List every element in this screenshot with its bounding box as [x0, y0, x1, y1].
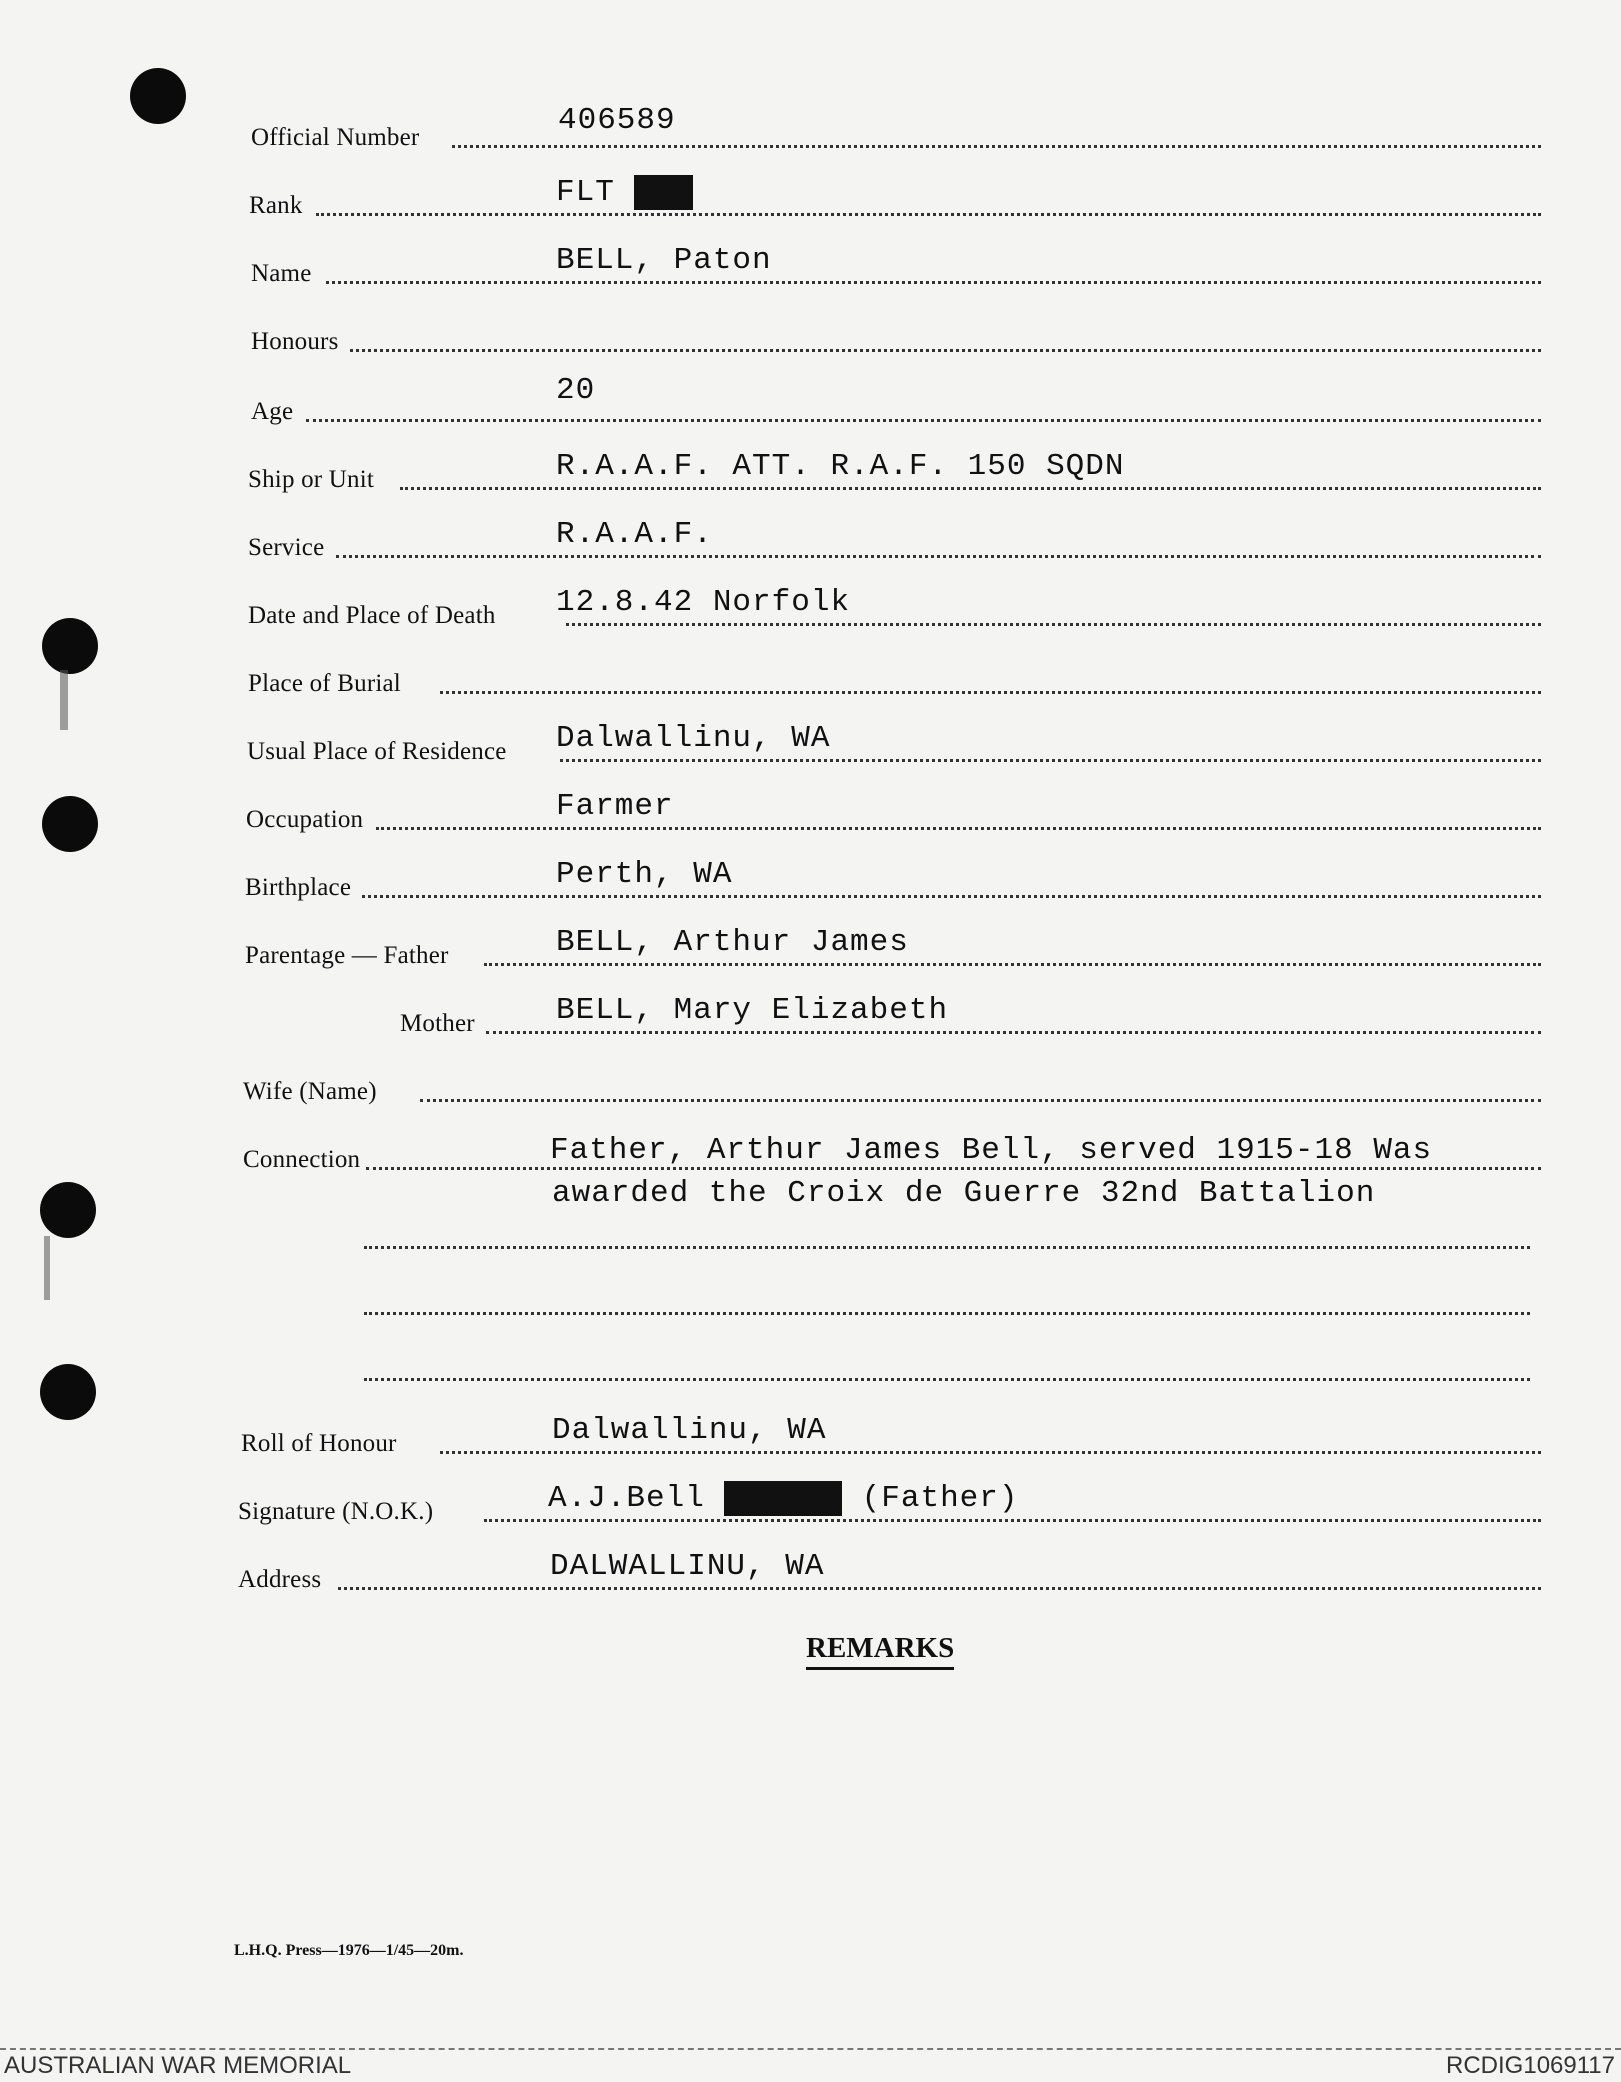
connection-blank-line-2 — [364, 1312, 1530, 1315]
remarks-heading: REMARKS — [806, 1632, 954, 1670]
leader — [306, 419, 1541, 422]
leader — [452, 145, 1541, 148]
value-usual-residence: Dalwallinu, WA — [556, 721, 831, 756]
label-age: Age — [251, 398, 294, 425]
row-ship-or-unit — [0, 442, 1621, 502]
row-honours — [0, 304, 1621, 364]
punch-hole-4 — [40, 1182, 96, 1238]
row-signature — [0, 1474, 1621, 1534]
label-date-place-death: Date and Place of Death — [248, 602, 496, 629]
label-roll-of-honour: Roll of Honour — [241, 1430, 397, 1457]
leader — [560, 759, 1541, 762]
row-mother — [0, 986, 1621, 1046]
signature-suffix: (Father) — [861, 1481, 1019, 1516]
leader — [350, 349, 1541, 352]
value-birthplace: Perth, WA — [556, 857, 733, 892]
footer-institution: AUSTRALIAN WAR MEMORIAL — [4, 2052, 352, 2079]
label-name: Name — [251, 260, 312, 287]
value-mother: BELL, Mary Elizabeth — [556, 993, 949, 1028]
label-connection: Connection — [243, 1146, 361, 1173]
row-wife — [0, 1054, 1621, 1114]
label-signature: Signature (N.O.K.) — [238, 1498, 434, 1525]
label-official-number: Official Number — [251, 124, 420, 151]
signature-name: A.J.Bell — [548, 1481, 705, 1516]
leader — [440, 691, 1541, 694]
signature-struck-out: XXXXXX — [724, 1481, 843, 1516]
label-address: Address — [238, 1566, 322, 1593]
leader — [338, 1587, 1541, 1590]
leader — [440, 1451, 1541, 1454]
row-date-place-death — [0, 578, 1621, 638]
row-occupation — [0, 782, 1621, 842]
label-usual-residence: Usual Place of Residence — [247, 738, 507, 765]
label-honours: Honours — [251, 328, 339, 355]
rank-struck-out: SGT — [634, 175, 694, 210]
value-date-place-death: 12.8.42 Norfolk — [556, 585, 851, 620]
value-roll-of-honour: Dalwallinu, WA — [552, 1413, 827, 1448]
leader — [484, 1519, 1541, 1522]
value-official-number: 406589 — [558, 103, 676, 138]
value-age: 20 — [556, 373, 596, 408]
leader — [326, 281, 1541, 284]
value-signature — [548, 1481, 1019, 1516]
label-occupation: Occupation — [246, 806, 364, 833]
row-rank — [0, 168, 1621, 228]
value-name: BELL, Paton — [556, 243, 772, 278]
row-place-of-burial — [0, 646, 1621, 706]
row-connection — [0, 1122, 1621, 1182]
connection-blank-line-1 — [364, 1246, 1530, 1249]
binding-smudge-2 — [44, 1236, 50, 1300]
printer-imprint: L.H.Q. Press—1976—1/45—20m. — [234, 1942, 464, 1959]
leader — [336, 555, 1541, 558]
label-place-of-burial: Place of Burial — [248, 670, 401, 697]
leader — [362, 895, 1541, 898]
leader — [420, 1099, 1541, 1102]
value-father: BELL, Arthur James — [556, 925, 909, 960]
row-roll-of-honour — [0, 1406, 1621, 1466]
leader — [566, 623, 1541, 626]
row-usual-residence — [0, 714, 1621, 774]
rank-text: FLT — [556, 175, 635, 210]
value-occupation: Farmer — [556, 789, 674, 824]
row-official-number — [0, 100, 1621, 160]
value-connection-line2: awarded the Croix de Guerre 32nd Battalion — [552, 1176, 1376, 1211]
label-father: Parentage — Father — [245, 942, 449, 969]
value-rank — [556, 175, 693, 210]
row-age — [0, 374, 1621, 434]
label-mother: Mother — [400, 1010, 475, 1037]
value-connection-line1: Father, Arthur James Bell, served 1915-18 Was — [550, 1133, 1433, 1168]
connection-blank-line-3 — [364, 1378, 1530, 1381]
leader — [484, 963, 1541, 966]
label-service: Service — [248, 534, 325, 561]
row-birthplace — [0, 850, 1621, 910]
label-rank: Rank — [249, 192, 303, 219]
leader — [376, 827, 1541, 830]
value-service: R.A.A.F. — [556, 517, 713, 552]
row-name — [0, 236, 1621, 296]
row-address — [0, 1542, 1621, 1602]
label-birthplace: Birthplace — [245, 874, 352, 901]
footer-divider — [0, 2048, 1621, 2050]
leader — [316, 213, 1541, 216]
value-address: DALWALLINU, WA — [550, 1549, 825, 1584]
label-ship-or-unit: Ship or Unit — [248, 466, 375, 493]
leader — [400, 487, 1541, 490]
leader — [486, 1031, 1541, 1034]
row-father — [0, 918, 1621, 978]
row-service — [0, 510, 1621, 570]
footer-record-id: RCDIG1069117 — [1446, 2052, 1615, 2079]
label-wife: Wife (Name) — [243, 1078, 377, 1105]
value-ship-or-unit: R.A.A.F. ATT. R.A.F. 150 SQDN — [556, 449, 1125, 484]
